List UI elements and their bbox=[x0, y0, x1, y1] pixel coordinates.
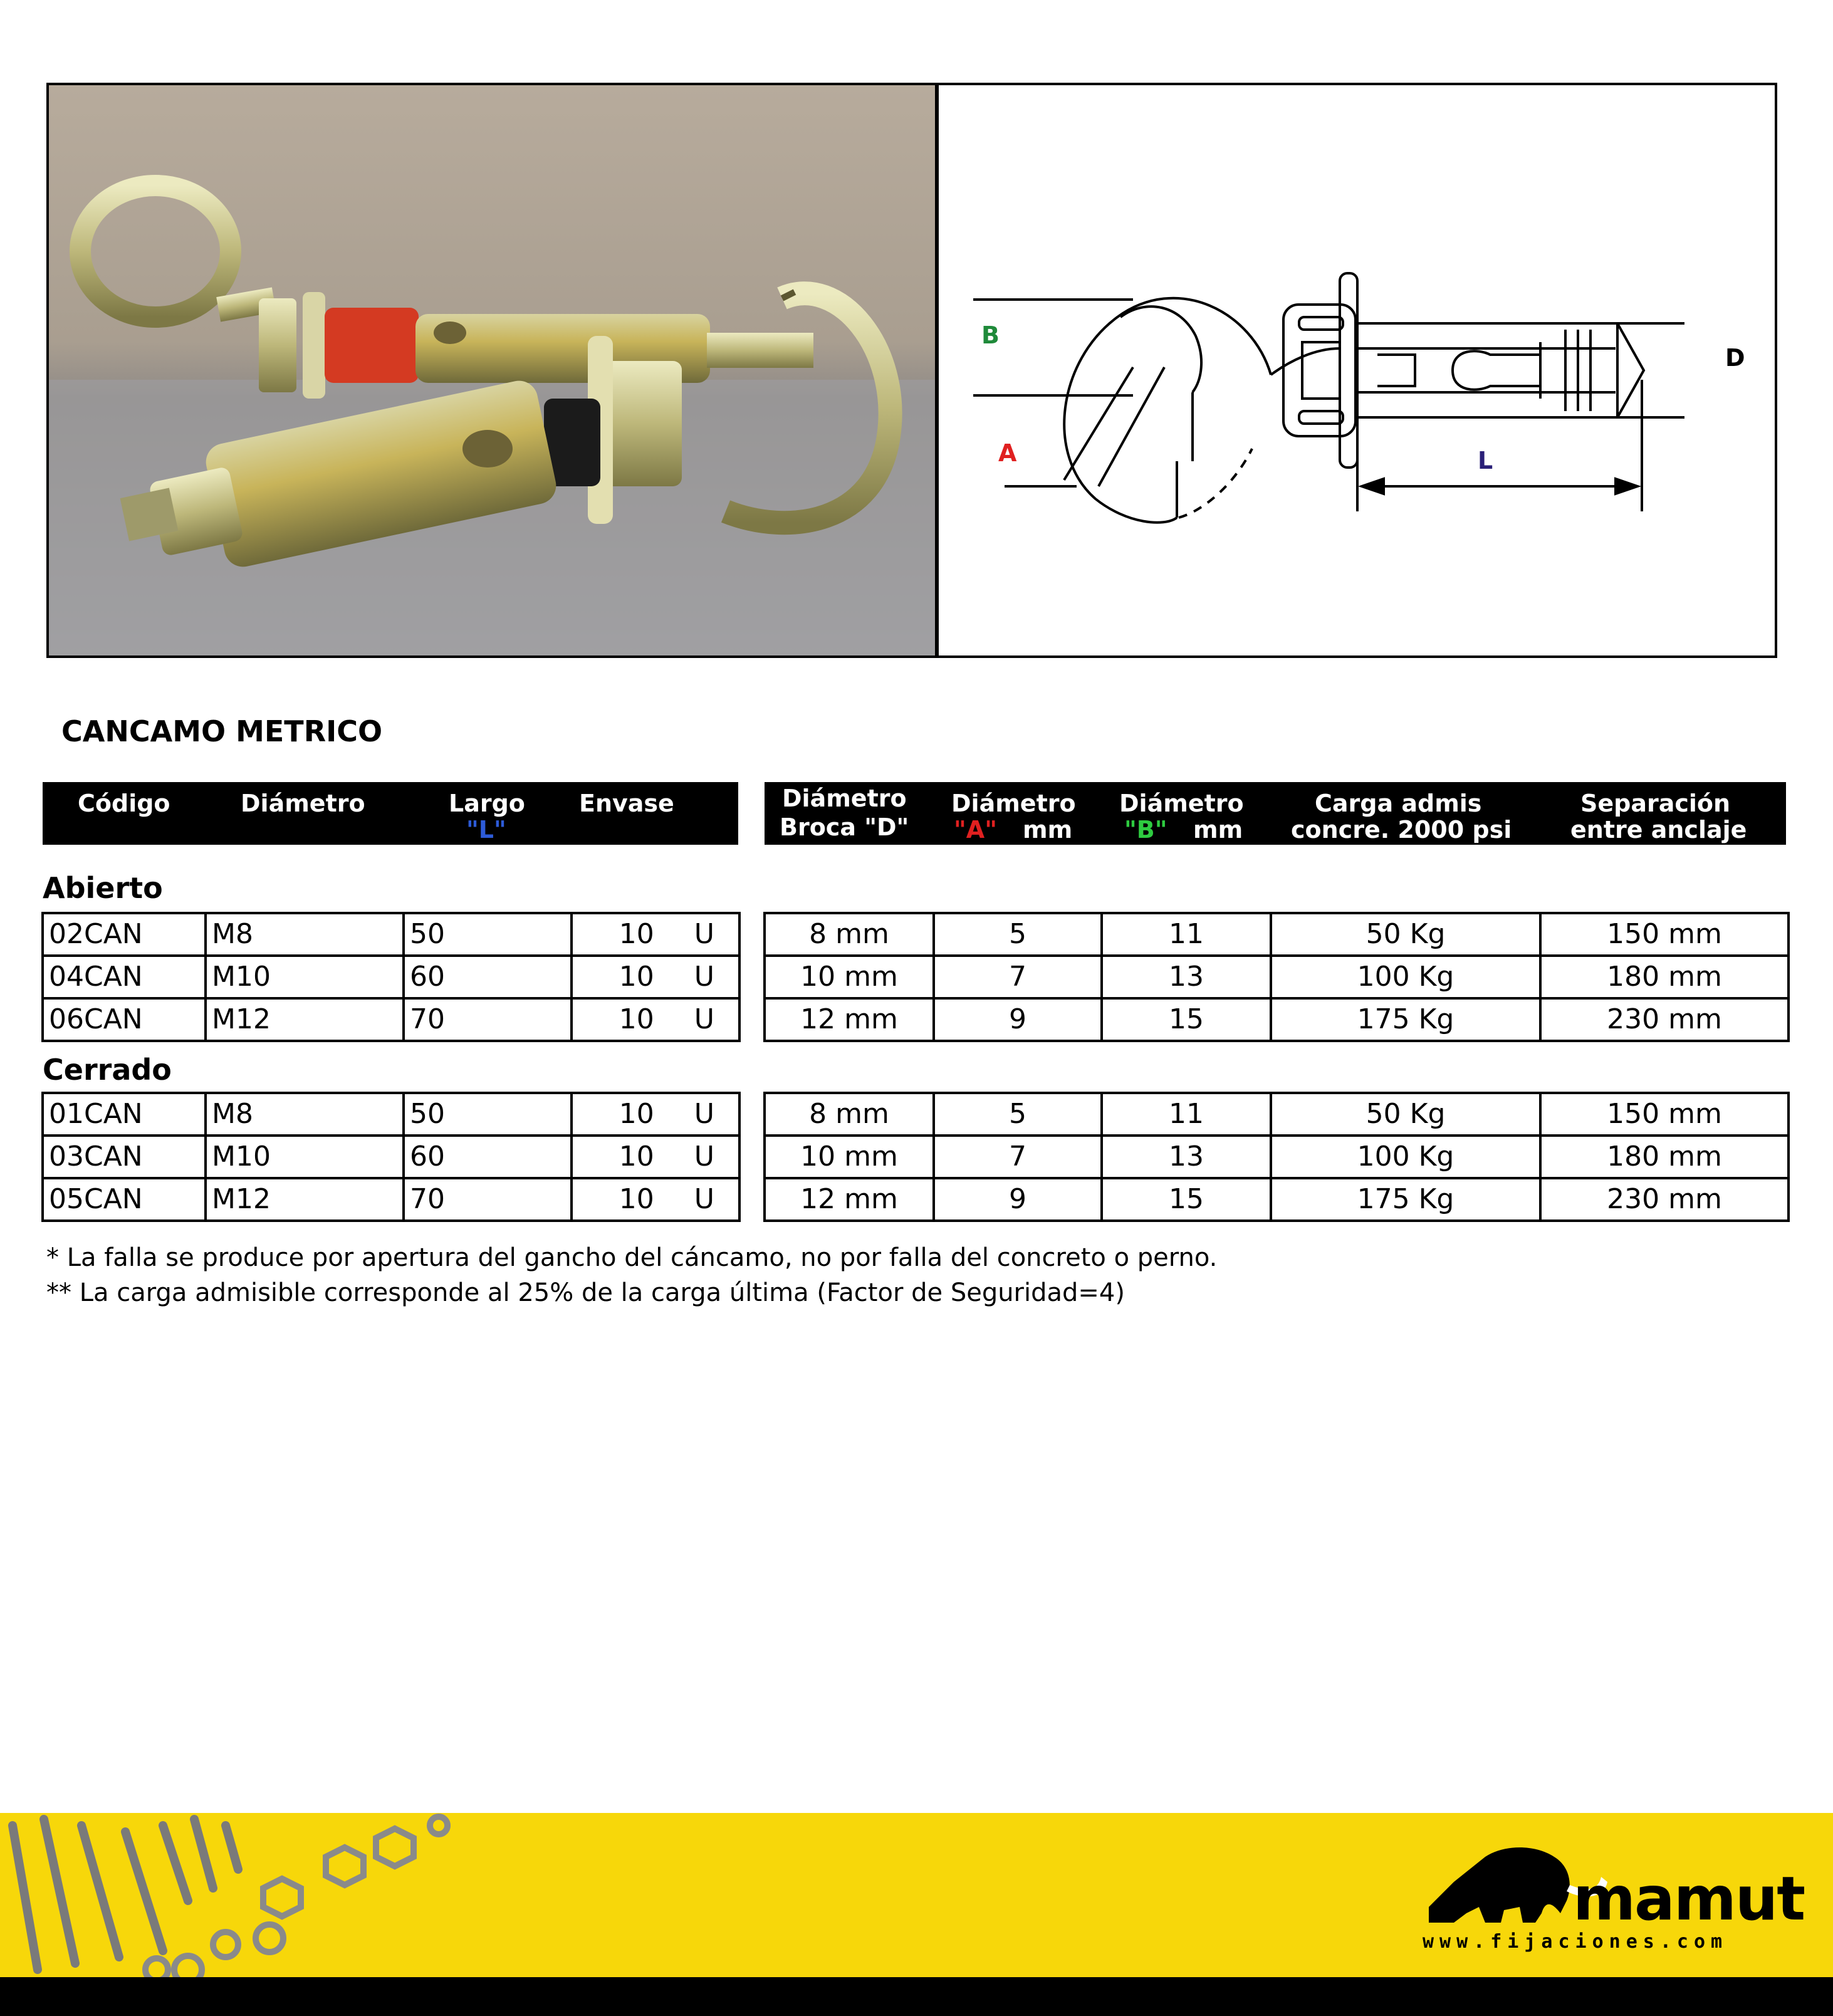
cell-dia-b: 15 bbox=[1102, 1178, 1271, 1221]
label-b: B bbox=[981, 321, 1000, 349]
header-dia-b-quote: "B" bbox=[1124, 816, 1167, 843]
cell-separacion: 150 mm bbox=[1540, 1093, 1789, 1136]
cell-dia-b: 11 bbox=[1102, 1093, 1271, 1136]
cell-dia-a: 9 bbox=[934, 1178, 1102, 1221]
right-table-cerrado bbox=[763, 1092, 1790, 1222]
table-row bbox=[765, 1093, 1789, 1136]
label-a: A bbox=[998, 439, 1017, 467]
cell-carga: 100 Kg bbox=[1271, 956, 1540, 998]
cell-largo: 50 bbox=[404, 1093, 572, 1136]
cell-dia-a: 7 bbox=[934, 1136, 1102, 1178]
product-photo bbox=[46, 83, 937, 658]
header-dia-a-1: Diámetro bbox=[951, 790, 1076, 817]
group-label-cerrado: Cerrado bbox=[43, 1053, 172, 1087]
note-1: * La falla se produce por apertura del gancho del cáncamo, no por falla del concreto o perno. bbox=[46, 1243, 1218, 1272]
table-row bbox=[765, 998, 1789, 1041]
cell-envase-n: 10 bbox=[619, 1098, 654, 1130]
left-table-header bbox=[43, 782, 738, 845]
cell-envase bbox=[572, 1178, 739, 1221]
brand-url[interactable]: www.fijaciones.com bbox=[1423, 1931, 1728, 1953]
cell-separacion: 230 mm bbox=[1540, 998, 1789, 1041]
cell-largo: 70 bbox=[404, 998, 572, 1041]
left-table-cerrado bbox=[41, 1092, 741, 1222]
cell-separacion: 180 mm bbox=[1540, 956, 1789, 998]
cell-diametro: M8 bbox=[206, 1093, 404, 1136]
section-title: CANCAMO METRICO bbox=[61, 714, 383, 748]
cell-envase bbox=[572, 956, 739, 998]
cell-carga: 50 Kg bbox=[1271, 1093, 1540, 1136]
brand-name: mamut bbox=[1573, 1864, 1805, 1934]
header-broca-1: Diámetro bbox=[782, 785, 907, 812]
table-row bbox=[43, 1136, 739, 1178]
cell-separacion: 230 mm bbox=[1540, 1178, 1789, 1221]
header-envase: Envase bbox=[579, 790, 674, 817]
cell-separacion: 150 mm bbox=[1540, 913, 1789, 956]
header-sep-2: entre anclaje bbox=[1570, 816, 1747, 843]
cell-diametro: M12 bbox=[206, 1178, 404, 1221]
cell-carga: 100 Kg bbox=[1271, 1136, 1540, 1178]
table-row bbox=[765, 1178, 1789, 1221]
header-largo-sub: "L" bbox=[466, 816, 506, 843]
cell-dia-a: 5 bbox=[934, 1093, 1102, 1136]
group-label-abierto: Abierto bbox=[43, 871, 163, 905]
cell-envase bbox=[572, 998, 739, 1041]
cell-diametro: M12 bbox=[206, 998, 404, 1041]
bottom-band bbox=[0, 1977, 1833, 2016]
cell-broca: 8 mm bbox=[765, 913, 934, 956]
cell-codigo: 04CAN bbox=[43, 956, 206, 998]
cell-dia-a: 5 bbox=[934, 913, 1102, 956]
cell-envase bbox=[572, 913, 739, 956]
cell-broca: 12 mm bbox=[765, 1178, 934, 1221]
header-largo: Largo bbox=[449, 790, 525, 817]
cell-separacion: 180 mm bbox=[1540, 1136, 1789, 1178]
table-row bbox=[43, 998, 739, 1041]
cell-dia-a: 9 bbox=[934, 998, 1102, 1041]
hook-anchor-drawing bbox=[939, 85, 1775, 655]
cell-envase-n: 10 bbox=[619, 961, 654, 993]
label-d: D bbox=[1725, 344, 1745, 372]
cell-largo: 60 bbox=[404, 1136, 572, 1178]
table-row bbox=[43, 913, 739, 956]
cell-dia-b: 13 bbox=[1102, 1136, 1271, 1178]
technical-diagram bbox=[936, 83, 1777, 658]
header-dia-a-quote: "A" bbox=[954, 816, 998, 843]
cell-codigo: 03CAN bbox=[43, 1136, 206, 1178]
label-l: L bbox=[1478, 447, 1493, 474]
header-broca-2: Broca "D" bbox=[780, 813, 909, 841]
header-dia-b-1: Diámetro bbox=[1119, 790, 1244, 817]
cell-envase-n: 10 bbox=[619, 918, 654, 950]
anchor-photo-illustration bbox=[49, 85, 935, 655]
cell-largo: 70 bbox=[404, 1178, 572, 1221]
table-row bbox=[765, 956, 1789, 998]
cell-carga: 175 Kg bbox=[1271, 1178, 1540, 1221]
cell-envase-n: 10 bbox=[619, 1183, 654, 1215]
header-carga-2: concre. 2000 psi bbox=[1291, 816, 1512, 843]
table-row bbox=[43, 1178, 739, 1221]
header-dia-b-mm: mm bbox=[1193, 816, 1243, 843]
header-sep-1: Separación bbox=[1580, 790, 1731, 817]
header-carga-1: Carga admis bbox=[1315, 790, 1482, 817]
cell-broca: 12 mm bbox=[765, 998, 934, 1041]
cell-broca: 10 mm bbox=[765, 1136, 934, 1178]
cell-carga: 175 Kg bbox=[1271, 998, 1540, 1041]
header-codigo: Código bbox=[78, 790, 170, 817]
hardware-collage-icon bbox=[0, 1813, 476, 1977]
table-row bbox=[765, 913, 1789, 956]
cell-broca: 10 mm bbox=[765, 956, 934, 998]
cell-envase-u: U bbox=[694, 918, 714, 950]
right-table-header bbox=[765, 782, 1786, 845]
left-table-abierto bbox=[41, 912, 741, 1042]
cell-envase-n: 10 bbox=[619, 1141, 654, 1173]
cell-codigo: 01CAN bbox=[43, 1093, 206, 1136]
cell-codigo: 06CAN bbox=[43, 998, 206, 1041]
note-2: ** La carga admisible corresponde al 25% de la carga última (Factor de Seguridad=4) bbox=[46, 1278, 1125, 1307]
cell-carga: 50 Kg bbox=[1271, 913, 1540, 956]
cell-largo: 50 bbox=[404, 913, 572, 956]
cell-envase-u: U bbox=[694, 961, 714, 993]
cell-envase-u: U bbox=[694, 1003, 714, 1035]
cell-broca: 8 mm bbox=[765, 1093, 934, 1136]
cell-diametro: M10 bbox=[206, 1136, 404, 1178]
cell-codigo: 02CAN bbox=[43, 913, 206, 956]
cell-dia-b: 11 bbox=[1102, 913, 1271, 956]
table-row bbox=[43, 956, 739, 998]
table-row bbox=[765, 1136, 1789, 1178]
cell-dia-a: 7 bbox=[934, 956, 1102, 998]
cell-envase bbox=[572, 1136, 739, 1178]
cell-dia-b: 15 bbox=[1102, 998, 1271, 1041]
footer-banner bbox=[0, 1813, 1833, 1977]
cell-envase-u: U bbox=[694, 1098, 714, 1130]
cell-envase bbox=[572, 1093, 739, 1136]
mamut-logo bbox=[1416, 1832, 1805, 1957]
right-table-abierto bbox=[763, 912, 1790, 1042]
header-diametro: Diámetro bbox=[241, 790, 365, 817]
header-dia-a-mm: mm bbox=[1023, 816, 1073, 843]
cell-envase-n: 10 bbox=[619, 1003, 654, 1035]
cell-diametro: M10 bbox=[206, 956, 404, 998]
cell-envase-u: U bbox=[694, 1141, 714, 1173]
cell-dia-b: 13 bbox=[1102, 956, 1271, 998]
table-row bbox=[43, 1093, 739, 1136]
cell-diametro: M8 bbox=[206, 913, 404, 956]
cell-codigo: 05CAN bbox=[43, 1178, 206, 1221]
cell-largo: 60 bbox=[404, 956, 572, 998]
cell-envase-u: U bbox=[694, 1183, 714, 1215]
